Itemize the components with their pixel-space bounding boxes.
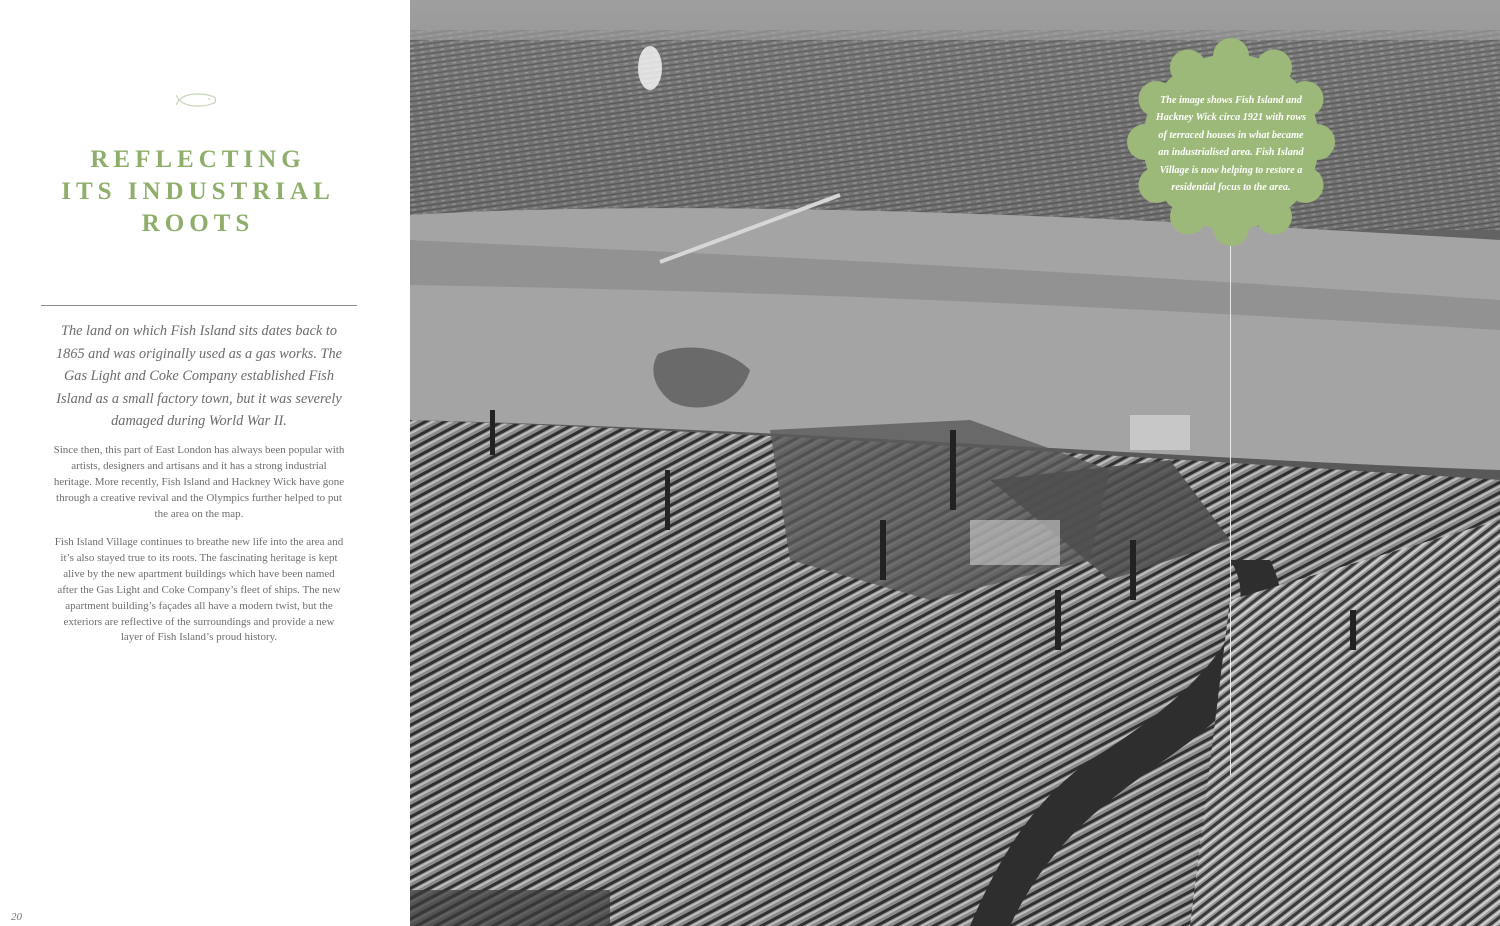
lead-paragraph: The land on which Fish Island sits dates back to 1865 and was originally used as a gas works. The Gas Light and Coke Company established Fish Island as a small factory town, but it was severely damaged during World War II. [56, 323, 342, 430]
fish-icon [176, 91, 218, 109]
heading-line-3: ROOTS [141, 210, 255, 237]
page-heading [30, 144, 366, 240]
photo-caption: The image shows Fish Island and Hackney Wick circa 1921 with rows of terraced houses in what became an industrialised area. Fish Island Village is now helping to restore a residential focus to the area. [1155, 95, 1307, 194]
body-paragraph-1: Since then, this part of East London has always been popular with artists, designers and artisans and it has a strong industrial heritage. More recently, Fish Island and Hackney Wick have gone through a creative revival and the Olympics further helped to put the area on the map. [53, 444, 345, 520]
callout-badge [1127, 38, 1335, 246]
aerial-photograph [410, 0, 1500, 926]
body-paragraph-2: Fish Island Village continues to breathe new life into the area and it’s also stayed true to its roots. The fascinating heritage is kept alive by the new apartment buildings which have been named after the Gas Light and Coke Company’s fleet of ships. The new apartment building’s façades all have a modern twist, but the exteriors are reflective of the surroundings and provide a new layer of Fish Island’s proud history. [54, 536, 344, 644]
divider-rule [41, 305, 357, 306]
aerial-photo-illustration [410, 0, 1500, 926]
callout-pointer-line [1230, 200, 1231, 775]
page-number: 20 [11, 911, 22, 923]
heading-line-1: REFLECTING [90, 146, 306, 173]
left-page [0, 0, 410, 926]
heading-line-2: ITS INDUSTRIAL [61, 178, 335, 205]
